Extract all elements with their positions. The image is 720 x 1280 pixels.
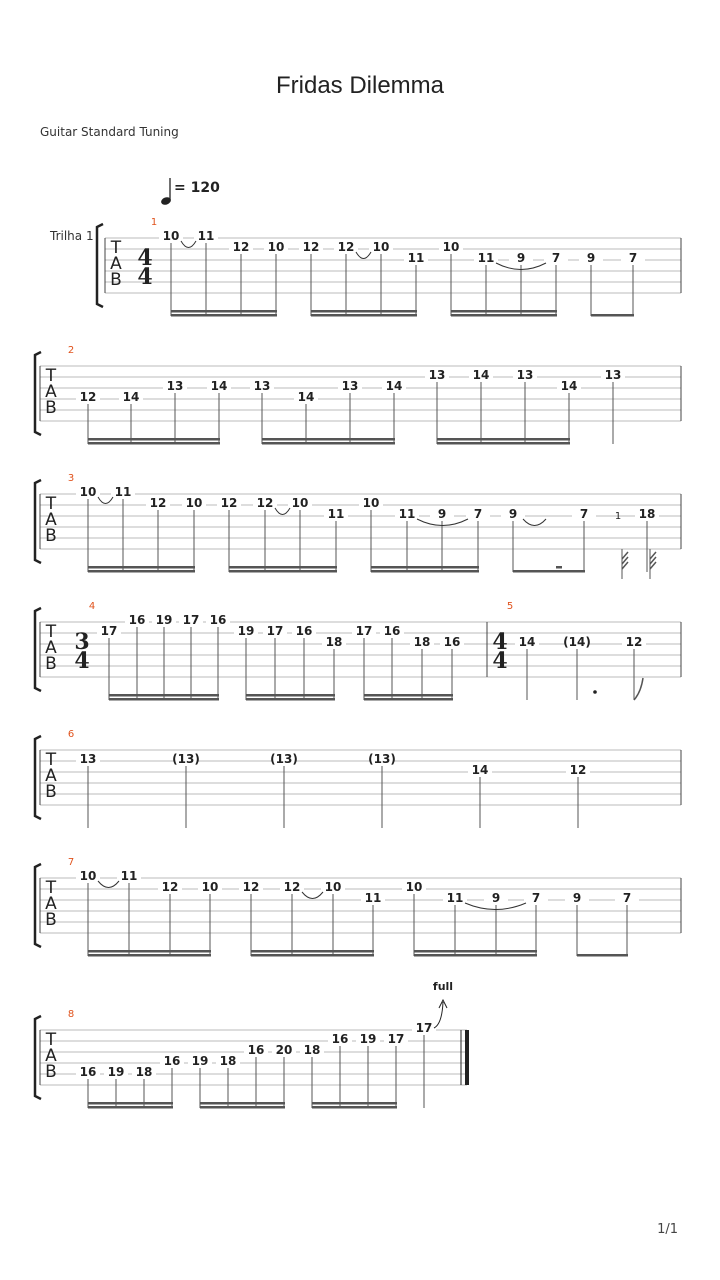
fret-number: 14 — [297, 390, 315, 404]
fret-number: 19 — [237, 624, 255, 638]
fret-number: 14 — [472, 368, 490, 382]
beam — [364, 694, 453, 697]
fret-number: 19 — [359, 1032, 377, 1046]
measure-number: 4 — [88, 601, 96, 612]
fret-number: 10 — [162, 229, 180, 243]
fret-number: 16 — [163, 1054, 181, 1068]
beam — [88, 1106, 173, 1109]
fret-number: 12 — [79, 390, 97, 404]
beam — [414, 954, 537, 957]
fret-number: 14 — [385, 379, 403, 393]
fret-number: 17 — [182, 613, 200, 627]
beam — [109, 698, 219, 701]
fret-number: 16 — [209, 613, 227, 627]
beam — [229, 566, 337, 569]
tie-arc — [356, 252, 371, 259]
beam — [251, 950, 374, 953]
fret-number: 13 — [79, 752, 97, 766]
time-signature-bottom: 4 — [137, 264, 153, 290]
fret-number: 17 — [266, 624, 284, 638]
fret-number: 7 — [628, 251, 638, 265]
fret-number: 10 — [362, 496, 380, 510]
fret-number: 11 — [364, 891, 382, 905]
fret-number: 7 — [531, 891, 541, 905]
measure-number: 5 — [506, 601, 514, 612]
fret-number: 12 — [256, 496, 274, 510]
fret-number: 12 — [232, 240, 250, 254]
fret-number: 16 — [331, 1032, 349, 1046]
tab-letter: B — [110, 270, 122, 290]
beam — [88, 566, 195, 569]
fret-number: 14 — [560, 379, 578, 393]
fret-number: (13) — [270, 752, 298, 766]
tab-letter: T — [45, 878, 57, 898]
fret-number: 7 — [551, 251, 561, 265]
beam — [200, 1106, 285, 1109]
time-signature-bottom: 4 — [492, 648, 508, 674]
beam — [371, 566, 479, 569]
fret-number: 17 — [415, 1021, 433, 1035]
beam — [88, 438, 220, 441]
fret-number: (14) — [563, 635, 591, 649]
fret-number: 18 — [135, 1065, 153, 1079]
fret-number: 18 — [638, 507, 656, 521]
measure-number: 1 — [150, 217, 158, 228]
beam — [364, 698, 453, 701]
fret-number: 14 — [518, 635, 536, 649]
bend-label: full — [432, 980, 454, 993]
dot-mark — [593, 690, 597, 694]
beam — [451, 314, 557, 317]
tab-letter: T — [45, 1030, 57, 1050]
beam — [451, 310, 557, 313]
beam — [311, 314, 417, 317]
fret-number: 10 — [79, 485, 97, 499]
tab-system-6 — [35, 857, 681, 957]
fret-number: 7 — [579, 507, 589, 521]
tempo-value: = 120 — [174, 180, 220, 196]
tab-system-3 — [35, 473, 681, 579]
beam — [437, 442, 570, 445]
tie-arc — [523, 519, 546, 526]
beam — [200, 1102, 285, 1105]
fret-number: 9 — [508, 507, 518, 521]
tab-letter: T — [45, 622, 57, 642]
fret-number: 13 — [428, 368, 446, 382]
fret-number: 12 — [283, 880, 301, 894]
time-signature-bottom: 4 — [74, 648, 90, 674]
fret-number: 12 — [242, 880, 260, 894]
fret-number: 19 — [191, 1054, 209, 1068]
fret-number: 13 — [604, 368, 622, 382]
beam-stub — [556, 566, 562, 569]
fret-number: 11 — [197, 229, 215, 243]
beam — [246, 698, 335, 701]
fret-number: 19 — [107, 1065, 125, 1079]
beam — [229, 570, 337, 573]
time-signature-top: 3 — [74, 629, 90, 655]
beam — [251, 954, 374, 957]
fret-number: 11 — [446, 891, 464, 905]
fret-number: 9 — [437, 507, 447, 521]
fret-number: 12 — [569, 763, 587, 777]
fret-number: 10 — [185, 496, 203, 510]
fret-number: 9 — [572, 891, 582, 905]
fret-number: 17 — [387, 1032, 405, 1046]
fret-number: (13) — [368, 752, 396, 766]
track-label: Trilha 1 — [50, 229, 94, 243]
fret-number: 9 — [491, 891, 501, 905]
beam — [246, 694, 335, 697]
beam — [591, 314, 634, 317]
fingering-mark: 1 — [614, 511, 622, 522]
beam — [262, 438, 395, 441]
fret-number: 11 — [407, 251, 425, 265]
fret-number: 16 — [128, 613, 146, 627]
tie-arc — [98, 497, 113, 504]
time-signature-top: 4 — [492, 629, 508, 655]
fret-number: 10 — [79, 869, 97, 883]
fret-number: 10 — [201, 880, 219, 894]
fret-number: 18 — [413, 635, 431, 649]
song-title: Fridas Dilemma — [275, 72, 445, 99]
page-number: 1/1 — [657, 1222, 678, 1237]
measure-number: 6 — [67, 729, 75, 740]
tie-arc — [275, 508, 290, 515]
beam — [311, 310, 417, 313]
measure-number: 2 — [67, 345, 75, 356]
tuning-label: Guitar Standard Tuning — [40, 125, 179, 139]
fret-number: 10 — [324, 880, 342, 894]
fret-number: 18 — [303, 1043, 321, 1057]
tab-letter: B — [45, 654, 57, 674]
fret-number: 12 — [149, 496, 167, 510]
beam — [171, 310, 277, 313]
fret-number: 12 — [220, 496, 238, 510]
beam — [171, 314, 277, 317]
beam — [262, 442, 395, 445]
beam — [371, 570, 479, 573]
beam — [109, 694, 219, 697]
tab-letter: B — [45, 910, 57, 930]
fret-number: 9 — [586, 251, 596, 265]
fret-number: 11 — [120, 869, 138, 883]
fret-number: 10 — [372, 240, 390, 254]
tab-letter: B — [45, 526, 57, 546]
fret-number: 16 — [247, 1043, 265, 1057]
fret-number: 12 — [337, 240, 355, 254]
tab-letter: A — [45, 766, 57, 786]
tab-system-5 — [35, 729, 681, 828]
fret-number: 17 — [100, 624, 118, 638]
measure-number: 3 — [67, 473, 75, 484]
beam — [88, 954, 211, 957]
tab-system-1 — [97, 217, 681, 317]
fret-number: 12 — [625, 635, 643, 649]
tab-letter: B — [45, 1062, 57, 1082]
fret-number: 17 — [355, 624, 373, 638]
fret-number: 10 — [405, 880, 423, 894]
fret-number: 11 — [114, 485, 132, 499]
tie-arc — [302, 892, 323, 899]
beam — [312, 1106, 397, 1109]
tie-arc — [181, 241, 196, 248]
tab-letter: T — [45, 750, 57, 770]
fret-number: 11 — [398, 507, 416, 521]
beam — [88, 442, 220, 445]
fret-number: 18 — [219, 1054, 237, 1068]
tab-letter: A — [45, 1046, 57, 1066]
beam — [88, 1102, 173, 1105]
fret-number: 7 — [473, 507, 483, 521]
tab-letter: B — [45, 782, 57, 802]
tab-letter: T — [110, 238, 122, 258]
fret-number: 7 — [622, 891, 632, 905]
measure-number: 8 — [67, 1009, 75, 1020]
fret-number: 11 — [327, 507, 345, 521]
fret-number: 14 — [122, 390, 140, 404]
beam — [88, 570, 195, 573]
tab-letter: A — [45, 638, 57, 658]
beam — [577, 954, 628, 957]
tab-system-4 — [35, 601, 681, 701]
note-flag — [634, 678, 643, 700]
fret-number: 13 — [166, 379, 184, 393]
tab-letter: T — [45, 494, 57, 514]
fret-number: 10 — [442, 240, 460, 254]
time-signature-top: 4 — [137, 245, 153, 271]
tab-system-2 — [35, 345, 681, 445]
tie-arc — [98, 881, 119, 888]
fret-number: 12 — [302, 240, 320, 254]
fret-number: 20 — [275, 1043, 293, 1057]
tab-letter: A — [45, 382, 57, 402]
tab-letter: A — [110, 254, 122, 274]
beam — [88, 950, 211, 953]
fret-number: 13 — [253, 379, 271, 393]
tab-letter: A — [45, 510, 57, 530]
fret-number: 13 — [341, 379, 359, 393]
beam — [513, 570, 585, 573]
fret-number: 16 — [295, 624, 313, 638]
fret-number: 13 — [516, 368, 534, 382]
tab-letter: B — [45, 398, 57, 418]
fret-number: 11 — [477, 251, 495, 265]
beam — [414, 950, 537, 953]
fret-number: 16 — [383, 624, 401, 638]
beam — [312, 1102, 397, 1105]
fret-number: 10 — [291, 496, 309, 510]
beam — [437, 438, 570, 441]
fret-number: 16 — [443, 635, 461, 649]
tab-system-7 — [35, 980, 467, 1109]
fret-number: 16 — [79, 1065, 97, 1079]
fret-number: 10 — [267, 240, 285, 254]
tab-letter: A — [45, 894, 57, 914]
fret-number: 9 — [516, 251, 526, 265]
measure-number: 7 — [67, 857, 75, 868]
system-bracket — [97, 224, 103, 307]
fret-number: 18 — [325, 635, 343, 649]
fret-number: 14 — [210, 379, 228, 393]
fret-number: 12 — [161, 880, 179, 894]
fret-number: (13) — [172, 752, 200, 766]
fret-number: 19 — [155, 613, 173, 627]
tab-letter: T — [45, 366, 57, 386]
fret-number: 14 — [471, 763, 489, 777]
